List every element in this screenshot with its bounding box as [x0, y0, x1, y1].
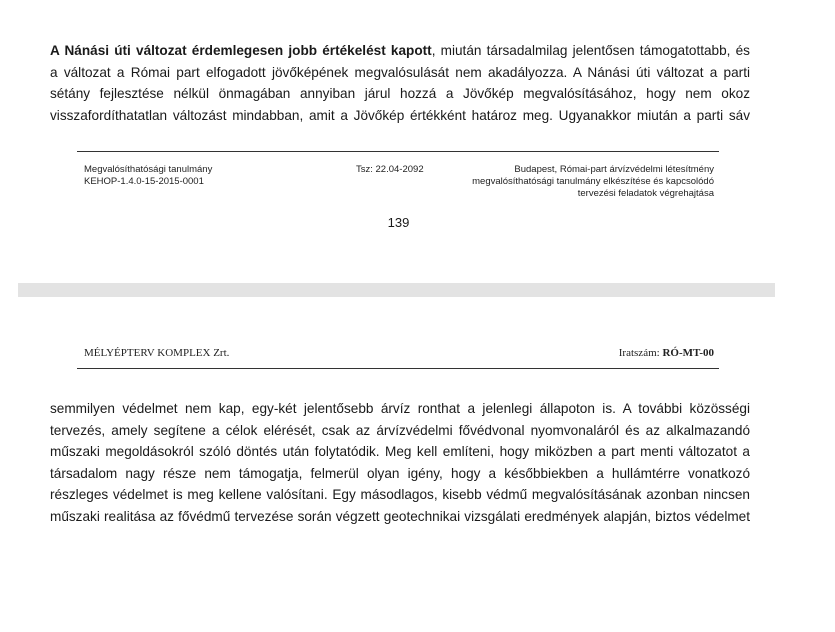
- bold-lead-text: A Nánási úti változat érdemlegesen jobb értékelést kapott: [50, 43, 432, 58]
- top-paragraph-line-1: [50, 40, 750, 62]
- top-paragraph-line-2: a változat a Római part elfogadott jövőképének megvalósulását nem akadályozza. A Nánási úti változat a parti: [50, 64, 750, 80]
- page-number: 139: [387, 215, 410, 230]
- footer-middle: [356, 164, 424, 176]
- footer-tsz: Tsz: 22.04-2092: [356, 164, 424, 175]
- page-separator: [18, 283, 775, 297]
- top-paragraph: [50, 40, 750, 126]
- footer-right-line-3: tervezési feladatok végrehajtása: [577, 188, 714, 199]
- bottom-paragraph-line: tervezés, amely segítene a célok elérését, csak az árvízvédelmi fővédvonal nyomvonaláról és az alkalmazandó: [50, 422, 750, 438]
- footer-left: [84, 164, 212, 188]
- bottom-paragraph-line: részleges védelmet is meg kellene valósítani. Egy másodlagos, kisebb védmű megvalósításának azonban nincsen: [50, 487, 750, 502]
- bottom-paragraph-line: műszaki megoldásokról szóló döntés után folytatódik. Meg kell említeni, hogy miközben a part menti változatot a: [50, 444, 750, 459]
- bottom-paragraph-line: társadalom nagy része nem támogatja, felmerül olyan igény, hogy a későbbiekben a hullámtérre vonatkozó: [50, 465, 750, 481]
- bottom-paragraph-line: műszaki realitása az fővédmű tervezése során végzett geotechnikai vizsgálati eredmények alapján, biztos védelmet: [50, 508, 750, 524]
- bottom-paragraph-line: semmilyen védelmet nem kap, egy-két jelentősebb árvíz ronthat a jelenlegi állapoton is. A további közösségi: [50, 401, 750, 416]
- footer-right: [472, 164, 714, 200]
- header-doc-label: Iratszám:: [618, 347, 660, 359]
- header-company: MÉLYÉPTERV KOMPLEX Zrt.: [84, 347, 230, 359]
- line1-rest: , miután társadalmilag jelentősen támogatottabb, és: [431, 43, 750, 58]
- top-paragraph-line-3: sétány fejlesztése nélkül önmagában annyiban járul hozzá a Jövőkép megvalósításához, hogy nem okoz: [50, 86, 750, 101]
- footer-study-title: Megvalósíthatósági tanulmány: [84, 164, 213, 175]
- footer-rule: [77, 151, 719, 152]
- footer-right-line-2: megvalósíthatósági tanulmány elkészítése és kapcsolódó: [472, 176, 714, 187]
- top-paragraph-line-4: visszafordíthatatlan változást mindabban, amit a Jövőkép értékként határoz meg. Ugyanakkor miután a parti sáv: [50, 107, 750, 123]
- header-doc-number: RÓ-MT-00: [662, 347, 714, 359]
- header-doc-id: [619, 347, 714, 359]
- footer-project-code: KEHOP-1.4.0-15-2015-0001: [84, 176, 204, 187]
- bottom-paragraph: [50, 398, 750, 527]
- header-rule: [77, 368, 719, 369]
- footer-right-line-1: Budapest, Római-part árvízvédelmi létesítmény: [514, 164, 714, 175]
